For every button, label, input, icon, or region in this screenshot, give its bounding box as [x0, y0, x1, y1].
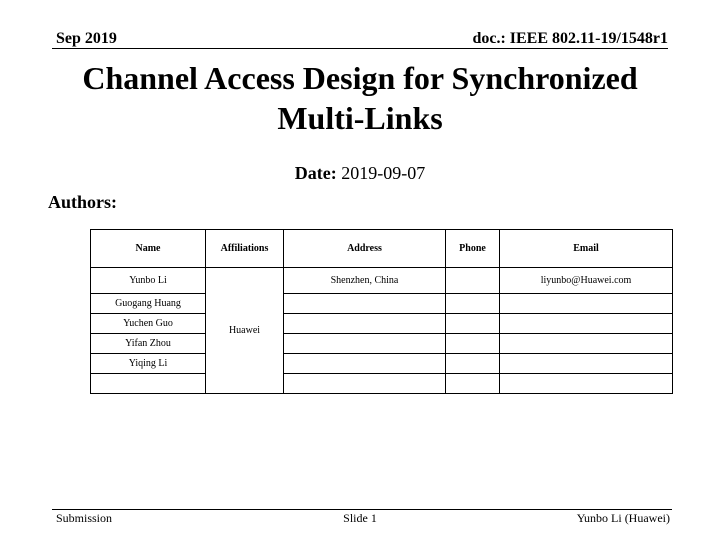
author-name: Yuchen Guo [91, 314, 206, 334]
header-date: Sep 2019 [56, 30, 117, 47]
author-phone [446, 268, 500, 294]
author-name: Yunbo Li [91, 268, 206, 294]
author-phone [446, 374, 500, 394]
author-name: Guogang Huang [91, 294, 206, 314]
column-header-phone: Phone [446, 230, 500, 268]
author-address [284, 334, 446, 354]
authors-label: Authors: [48, 192, 118, 212]
affiliation-cell: Huawei [206, 268, 284, 394]
slide-title [40, 58, 680, 138]
author-name: Yiqing Li [91, 354, 206, 374]
author-email [500, 354, 673, 374]
footer-rule [52, 509, 672, 510]
header-doc-id: doc.: IEEE 802.11-19/1548r1 [472, 30, 668, 47]
table-row [91, 268, 673, 294]
slide-title-line-2: Multi-Links [277, 100, 443, 136]
column-header-name: Name [91, 230, 206, 268]
slide-title-line-1: Channel Access Design for Synchronized [82, 60, 638, 96]
author-email [500, 334, 673, 354]
table-row [91, 294, 673, 314]
author-email [500, 294, 673, 314]
date-value: 2019-09-07 [336, 163, 426, 183]
author-name: Yifan Zhou [91, 334, 206, 354]
header-rule [52, 48, 668, 49]
author-phone [446, 354, 500, 374]
date-line [0, 163, 720, 184]
author-email [500, 314, 673, 334]
column-header-email: Email [500, 230, 673, 268]
author-address: Shenzhen, China [284, 268, 446, 294]
column-header-affiliations: Affiliations [206, 230, 284, 268]
authors-table [90, 229, 673, 394]
table-header-row [91, 230, 673, 268]
author-phone [446, 334, 500, 354]
date-label: Date: [294, 163, 337, 183]
table-row [91, 354, 673, 374]
footer-slide-number: Slide 1 [343, 511, 377, 525]
author-phone [446, 314, 500, 334]
table-row [91, 374, 673, 394]
author-email: liyunbo@Huawei.com [500, 268, 673, 294]
author-name [91, 374, 206, 394]
column-header-address: Address [284, 230, 446, 268]
author-address [284, 294, 446, 314]
author-email [500, 374, 673, 394]
author-address [284, 374, 446, 394]
footer-author: Yunbo Li (Huawei) [576, 511, 670, 525]
author-address [284, 314, 446, 334]
author-phone [446, 294, 500, 314]
table-row [91, 314, 673, 334]
author-address [284, 354, 446, 374]
footer-submission: Submission [56, 511, 113, 525]
table-row [91, 334, 673, 354]
